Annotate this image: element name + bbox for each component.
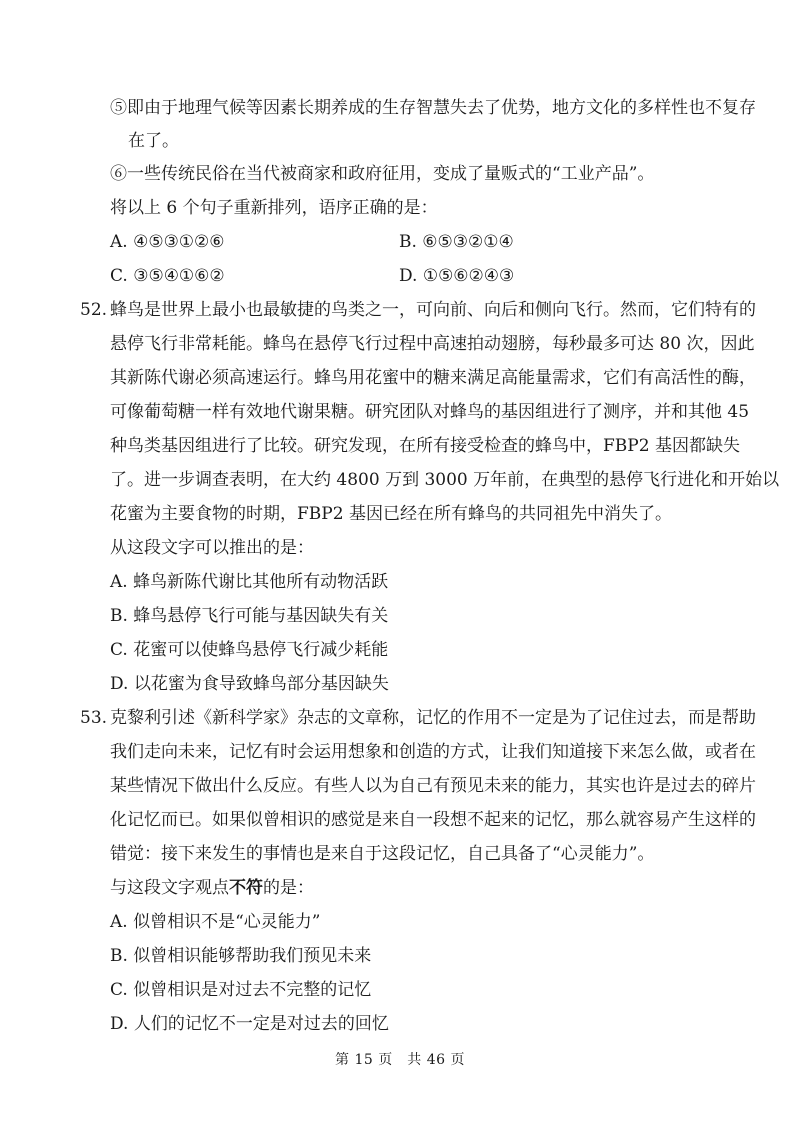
q53-text-line-1: 克黎利引述《新科学家》杂志的文章称，记忆的作用不一定是为了记住过去，而是帮助 <box>110 708 756 728</box>
q52-text-line-1: 蜂鸟是世界上最小也最敏捷的鸟类之一，可向前、向后和侧向飞行。然而，它们特有的 <box>110 300 756 320</box>
q53-prompt-emphasis: 不符 <box>229 878 263 898</box>
q52-option-d: D. 以花蜜为食导致蜂鸟部分基因缺失 <box>110 674 389 694</box>
q53-text-line-3: 某些情况下做出什么反应。有些人以为自己有预见未来的能力，其实也许是过去的碎片 <box>110 776 756 796</box>
q53-option-a: A. 似曾相识不是“心灵能力” <box>110 912 321 932</box>
q52-text-line-7: 花蜜为主要食物的时期，FBP2 基因已经在所有蜂鸟的共同祖先中消失了。 <box>110 504 672 524</box>
prev-question-prompt: 将以上 6 个句子重新排列，语序正确的是： <box>110 198 438 218</box>
sentence-6: ⑥一些传统民俗在当代被商家和政府征用，变成了量贩式的“工业产品”。 <box>110 164 655 184</box>
page-footer: 第 15 页 共 46 页 <box>335 1052 465 1068</box>
prev-option-c: C. ③⑤④①⑥② <box>110 266 225 286</box>
q53-text-line-4: 化记忆而已。如果似曾相识的感觉是来自一段想不起来的记忆，那么就容易产生这样的 <box>110 810 756 830</box>
q53-prompt-after: 的是： <box>263 878 314 898</box>
q52-text-line-6: 了。进一步调查表明，在大约 4800 万到 3000 万年前，在典型的悬停飞行进化和开始以 <box>110 470 780 490</box>
prev-options-row-1 <box>110 230 800 254</box>
q52-option-b: B. 蜂鸟悬停飞行可能与基因缺失有关 <box>110 606 389 626</box>
prev-options-row-2 <box>110 264 800 288</box>
q53-prompt <box>110 876 314 900</box>
q53-option-b: B. 似曾相识能够帮助我们预见未来 <box>110 946 372 966</box>
q53-number: 53. <box>80 708 108 728</box>
q52-option-a: A. 蜂鸟新陈代谢比其他所有动物活跃 <box>110 572 389 592</box>
q52-text-line-3: 其新陈代谢必须高速运行。蜂鸟用花蜜中的糖来满足高能量需求，它们有高活性的酶， <box>110 368 756 388</box>
prev-option-b: B. ⑥⑤③②①④ <box>399 232 514 252</box>
q52-option-c: C. 花蜜可以使蜂鸟悬停飞行减少耗能 <box>110 640 389 660</box>
q52-first-line <box>80 298 756 322</box>
q52-text-line-5: 种鸟类基因组进行了比较。研究发现，在所有接受检查的蜂鸟中，FBP2 基因都缺失 <box>110 436 740 456</box>
q52-prompt: 从这段文字可以推出的是： <box>110 538 314 558</box>
q53-text-line-2: 我们走向未来，记忆有时会运用想象和创造的方式，让我们知道接下来怎么做，或者在 <box>110 742 756 762</box>
q53-prompt-before: 与这段文字观点 <box>110 878 229 898</box>
q52-number: 52. <box>80 300 108 320</box>
sentence-5-line-2: 在了。 <box>128 131 179 151</box>
q53-text-line-5: 错觉：接下来发生的事情也是来自于这段记忆，自己具备了“心灵能力”。 <box>110 844 655 864</box>
q53-first-line <box>80 706 756 730</box>
sentence-5-line-1: ⑤即由于地理气候等因素长期养成的生存智慧失去了优势，地方文化的多样性也不复存 <box>110 98 756 118</box>
q53-option-d: D. 人们的记忆不一定是对过去的回忆 <box>110 1014 389 1034</box>
prev-option-d: D. ①⑤⑥②④③ <box>399 266 515 286</box>
q53-option-c: C. 似曾相识是对过去不完整的记忆 <box>110 980 372 1000</box>
prev-option-a: A. ④⑤③①②⑥ <box>110 232 225 252</box>
q52-text-line-2: 悬停飞行非常耗能。蜂鸟在悬停飞行过程中高速拍动翅膀，每秒最多可达 80 次，因此 <box>110 334 755 354</box>
q52-text-line-4: 可像葡萄糖一样有效地代谢果糖。研究团队对蜂鸟的基因组进行了测序，并和其他 45 <box>110 402 750 422</box>
